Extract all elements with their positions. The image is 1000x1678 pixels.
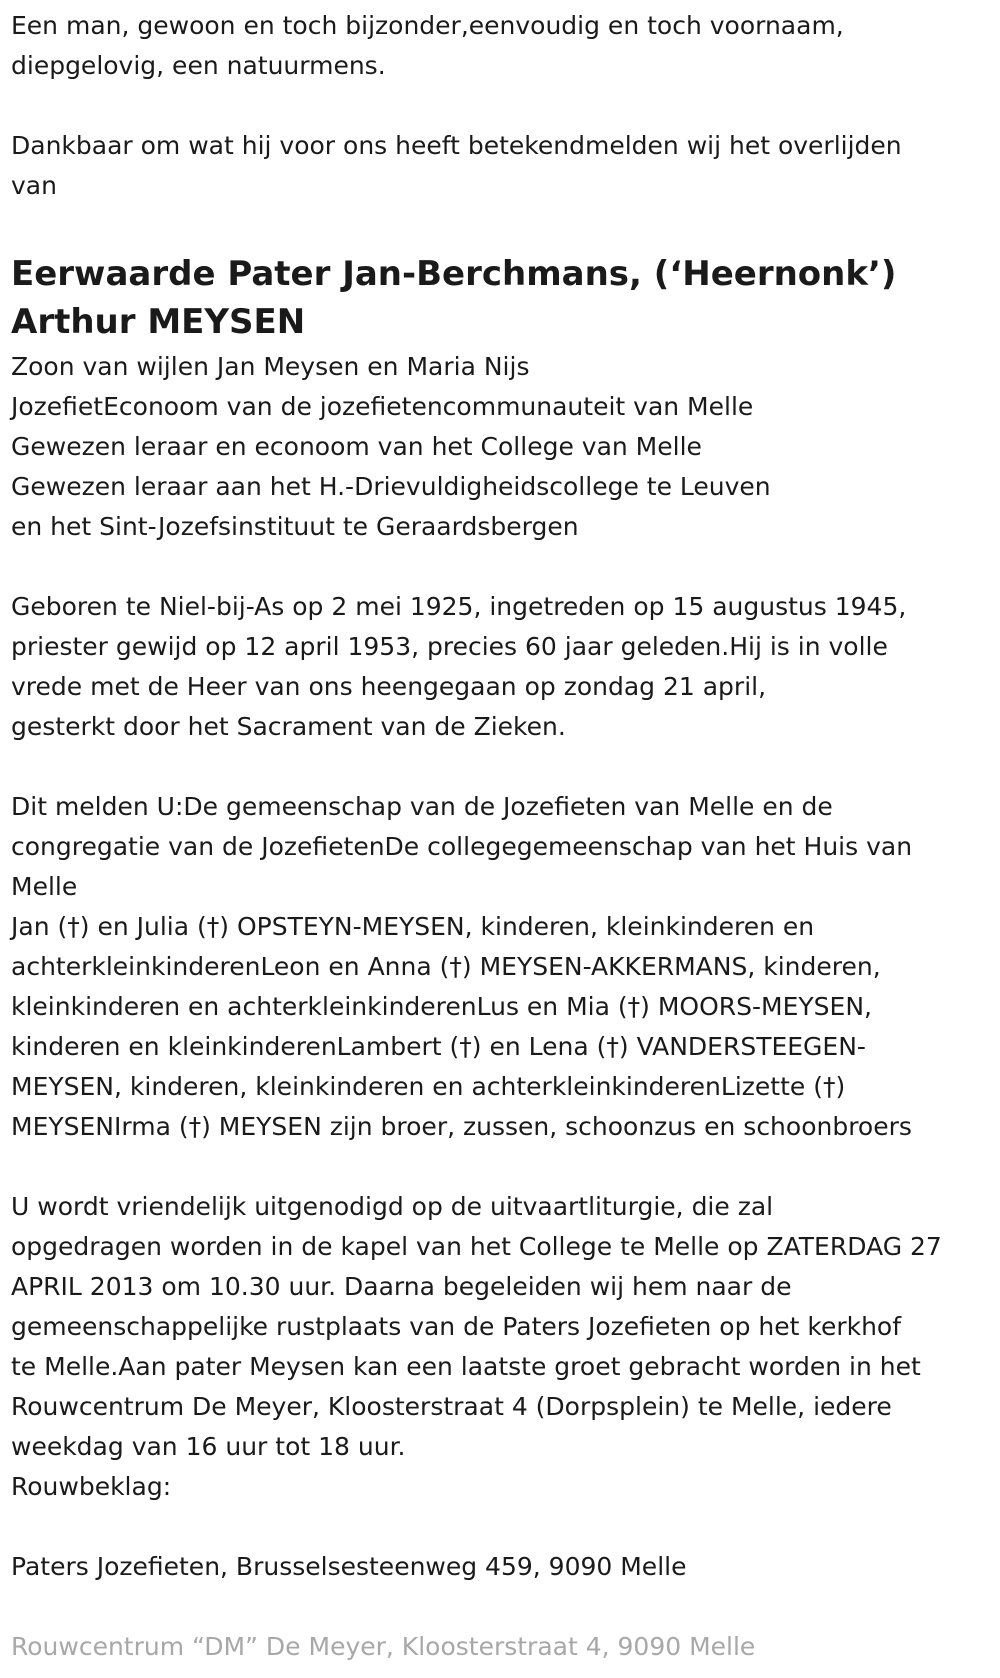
obituary-page: [11, 0, 986, 1667]
detail-line: Gewezen leraar en econoom van het College van Melle: [11, 432, 702, 461]
announcer-line: kinderen en kleinkinderenLambert (†) en Lena (†) VANDERSTEEGEN-: [11, 1032, 866, 1061]
detail-line: JozefietEconoom van de jozefietencommunauteit van Melle: [11, 392, 754, 421]
gratitude-line: Dankbaar om wat hij voor ons heeft betekendmelden wij het overlijden: [11, 131, 902, 160]
birth-line: gesterkt door het Sacrament van de Zieken.: [11, 712, 566, 741]
funeral-line: APRIL 2013 om 10.30 uur. Daarna begeleiden wij hem naar de: [11, 1272, 792, 1301]
intro-line: diepgelovig, een natuurmens.: [11, 51, 386, 80]
intro-paragraph: [11, 0, 986, 86]
address-line: Paters Jozefieten, Brusselsesteenweg 459, 9090 Melle: [11, 1552, 687, 1581]
announcer-line: Melle: [11, 872, 78, 901]
birth-paragraph: [11, 587, 986, 747]
birth-line: Geboren te Niel-bij-As op 2 mei 1925, ingetreden op 15 augustus 1945,: [11, 592, 907, 621]
birth-line: priester gewijd op 12 april 1953, precies 60 jaar geleden.Hij is in volle: [11, 632, 888, 661]
funeral-paragraph: [11, 1187, 986, 1507]
funeral-line: te Melle.Aan pater Meysen kan een laatste groet gebracht worden in het: [11, 1352, 921, 1381]
condolence-label: Rouwbeklag:: [11, 1472, 172, 1501]
gratitude-line: van: [11, 171, 57, 200]
spacer: [11, 206, 986, 250]
spacer: [11, 547, 986, 587]
details-paragraph: [11, 347, 986, 547]
spacer: [11, 1507, 986, 1547]
gratitude-paragraph: [11, 126, 986, 206]
announcer-line: MEYSENIrma (†) MEYSEN zijn broer, zussen, schoonzus en schoonbroers: [11, 1112, 912, 1141]
spacer: [11, 1147, 986, 1187]
announcer-line: kleinkinderen en achterkleinkinderenLus en Mia (†) MOORS-MEYSEN,: [11, 992, 872, 1021]
intro-line: Een man, gewoon en toch bijzonder,eenvoudig en toch voornaam,: [11, 11, 844, 40]
detail-line: Zoon van wijlen Jan Meysen en Maria Nijs: [11, 352, 530, 381]
funeral-line: gemeenschappelijke rustplaats van de Paters Jozefieten op het kerkhof: [11, 1312, 902, 1341]
announcer-line: achterkleinkinderenLeon en Anna (†) MEYSEN-AKKERMANS, kinderen,: [11, 952, 881, 981]
name-title-line: Arthur MEYSEN: [11, 302, 306, 342]
deceased-name: [11, 250, 986, 346]
announcer-line: Dit melden U:De gemeenschap van de Jozefieten van Melle en de: [11, 792, 833, 821]
detail-line: Gewezen leraar aan het H.-Drievuldigheidscollege te Leuven: [11, 472, 771, 501]
spacer: [11, 86, 986, 126]
detail-line: en het Sint-Jozefsinstituut te Geraardsbergen: [11, 512, 579, 541]
funeral-line: opgedragen worden in de kapel van het College te Melle op ZATERDAG 27: [11, 1232, 942, 1261]
spacer: [11, 747, 986, 787]
name-title-line: Eerwaarde Pater Jan-Berchmans, (‘Heernonk’): [11, 254, 897, 294]
funeral-line: Rouwcentrum De Meyer, Kloosterstraat 4 (Dorpsplein) te Melle, iedere: [11, 1392, 892, 1421]
announcer-line: congregatie van de JozefietenDe collegegemeenschap van het Huis van: [11, 832, 913, 861]
birth-line: vrede met de Heer van ons heengegaan op zondag 21 april,: [11, 672, 767, 701]
announcer-line: Jan (†) en Julia (†) OPSTEYN-MEYSEN, kinderen, kleinkinderen en: [11, 912, 815, 941]
address-paragraph: [11, 1547, 986, 1587]
announcer-line: MEYSEN, kinderen, kleinkinderen en achterkleinkinderenLizette (†): [11, 1072, 846, 1101]
funeral-home-footer: Rouwcentrum “DM” De Meyer, Kloosterstraat 4, 9090 Melle: [11, 1632, 756, 1661]
announcers-paragraph: [11, 787, 986, 1147]
funeral-line: U wordt vriendelijk uitgenodigd op de uitvaartliturgie, die zal: [11, 1192, 774, 1221]
funeral-line: weekdag van 16 uur tot 18 uur.: [11, 1432, 406, 1461]
spacer: [11, 1587, 986, 1627]
